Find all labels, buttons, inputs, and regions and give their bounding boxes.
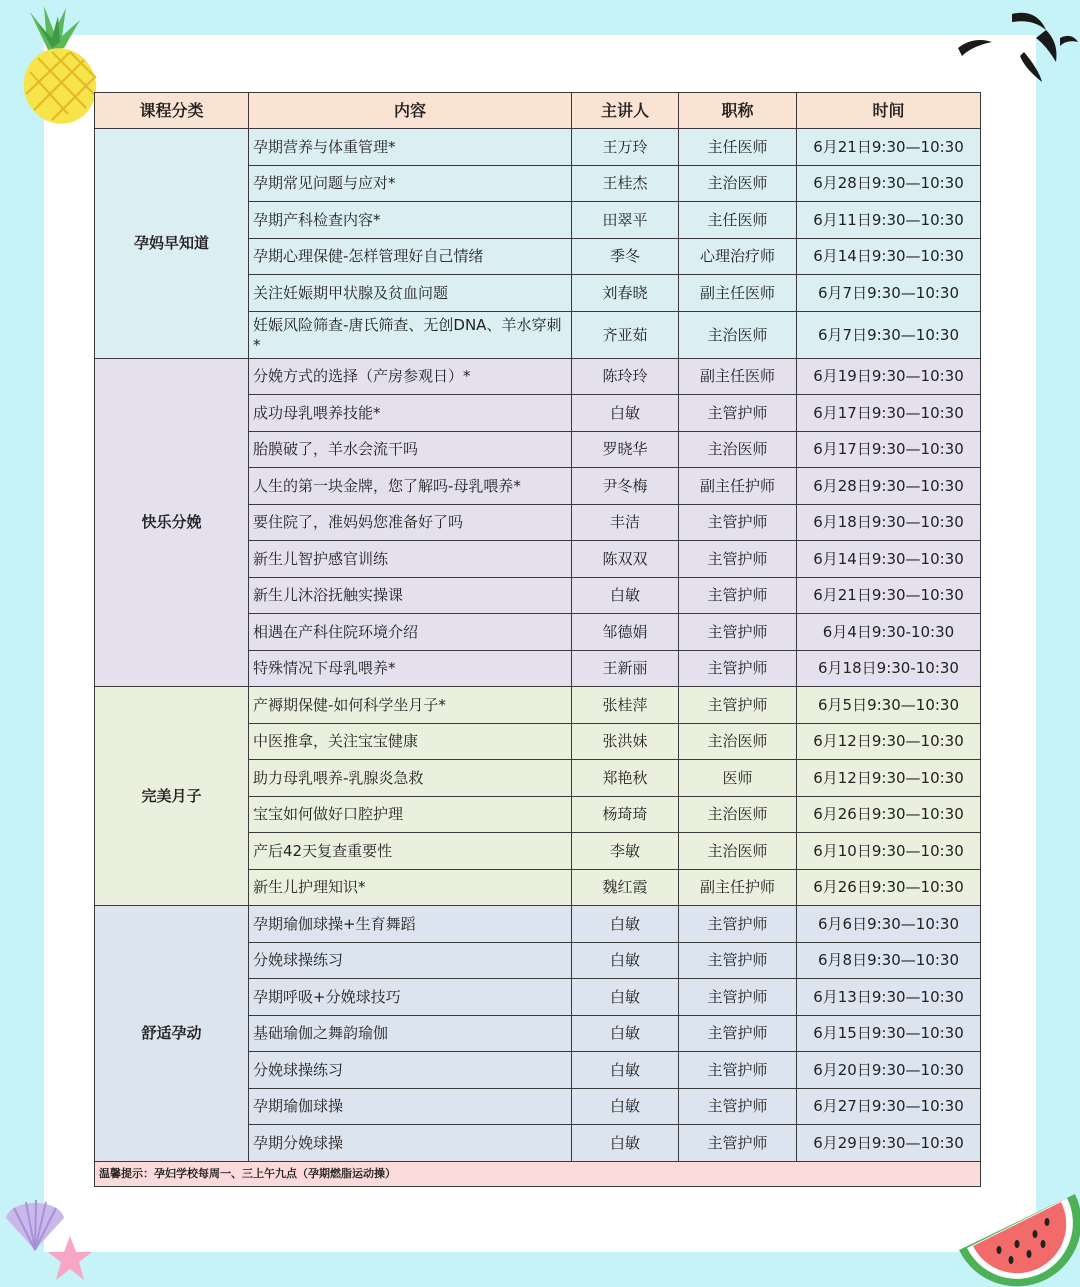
time-cell: 6月21日9:30—10:30	[797, 577, 981, 614]
header-title: 职称	[679, 93, 797, 129]
seagull-icon	[950, 8, 1080, 88]
time-cell: 6月4日9:30-10:30	[797, 614, 981, 651]
pineapple-icon	[8, 2, 98, 127]
time-cell: 6月6日9:30—10:30	[797, 906, 981, 943]
content-cell: 新生儿沐浴抚触实操课	[249, 577, 572, 614]
category-cell: 完美月子	[95, 687, 249, 906]
speaker-cell: 刘春晓	[572, 275, 679, 312]
speaker-cell: 罗晓华	[572, 431, 679, 468]
category-cell: 舒适孕动	[95, 906, 249, 1162]
time-cell: 6月10日9:30—10:30	[797, 833, 981, 870]
title-cell: 主任医师	[679, 129, 797, 166]
time-cell: 6月26日9:30—10:30	[797, 869, 981, 906]
speaker-cell: 白敏	[572, 1015, 679, 1052]
title-cell: 主管护师	[679, 906, 797, 943]
speaker-cell: 尹冬梅	[572, 468, 679, 505]
title-cell: 副主任医师	[679, 358, 797, 395]
speaker-cell: 陈双双	[572, 541, 679, 578]
table-row	[95, 129, 981, 166]
time-cell: 6月21日9:30—10:30	[797, 129, 981, 166]
title-cell: 主管护师	[679, 1015, 797, 1052]
content-cell: 新生儿智护感官训练	[249, 541, 572, 578]
title-cell: 副主任医师	[679, 275, 797, 312]
speaker-cell: 白敏	[572, 906, 679, 943]
speaker-cell: 白敏	[572, 395, 679, 432]
table-row	[95, 906, 981, 943]
time-cell: 6月13日9:30—10:30	[797, 979, 981, 1016]
header-speaker: 主讲人	[572, 93, 679, 129]
category-cell: 孕妈早知道	[95, 129, 249, 359]
title-cell: 主管护师	[679, 1125, 797, 1162]
time-cell: 6月7日9:30—10:30	[797, 311, 981, 358]
content-cell: 分娩球操练习	[249, 942, 572, 979]
content-cell: 助力母乳喂养-乳腺炎急救	[249, 760, 572, 797]
title-cell: 主治医师	[679, 833, 797, 870]
title-cell: 主治医师	[679, 723, 797, 760]
title-cell: 主管护师	[679, 1088, 797, 1125]
title-cell: 主管护师	[679, 687, 797, 724]
speaker-cell: 丰洁	[572, 504, 679, 541]
title-cell: 主管护师	[679, 942, 797, 979]
time-cell: 6月5日9:30—10:30	[797, 687, 981, 724]
content-cell: 特殊情况下母乳喂养*	[249, 650, 572, 687]
time-cell: 6月26日9:30—10:30	[797, 796, 981, 833]
content-cell: 人生的第一块金牌，您了解吗-母乳喂养*	[249, 468, 572, 505]
time-cell: 6月18日9:30—10:30	[797, 504, 981, 541]
time-cell: 6月12日9:30—10:30	[797, 760, 981, 797]
speaker-cell: 张桂萍	[572, 687, 679, 724]
title-cell: 主管护师	[679, 395, 797, 432]
content-cell: 新生儿护理知识*	[249, 869, 572, 906]
watermelon-icon	[955, 1188, 1080, 1287]
speaker-cell: 白敏	[572, 577, 679, 614]
title-cell: 心理治疗师	[679, 238, 797, 275]
speaker-cell: 王桂杰	[572, 165, 679, 202]
content-cell: 孕期营养与体重管理*	[249, 129, 572, 166]
time-cell: 6月17日9:30—10:30	[797, 431, 981, 468]
content-cell: 孕期呼吸+分娩球技巧	[249, 979, 572, 1016]
time-cell: 6月18日9:30-10:30	[797, 650, 981, 687]
content-cell: 孕期瑜伽球操	[249, 1088, 572, 1125]
table-row	[95, 687, 981, 724]
note-row	[95, 1161, 981, 1186]
time-cell: 6月28日9:30—10:30	[797, 165, 981, 202]
content-cell: 分娩方式的选择（产房参观日）*	[249, 358, 572, 395]
speaker-cell: 魏红霞	[572, 869, 679, 906]
header-category: 课程分类	[95, 93, 249, 129]
time-cell: 6月8日9:30—10:30	[797, 942, 981, 979]
content-cell: 成功母乳喂养技能*	[249, 395, 572, 432]
title-cell: 主管护师	[679, 504, 797, 541]
speaker-cell: 田翠平	[572, 202, 679, 239]
speaker-cell: 李敏	[572, 833, 679, 870]
title-cell: 主管护师	[679, 614, 797, 651]
speaker-cell: 齐亚茹	[572, 311, 679, 358]
title-cell: 主治医师	[679, 165, 797, 202]
content-cell: 分娩球操练习	[249, 1052, 572, 1089]
title-cell: 主管护师	[679, 979, 797, 1016]
course-schedule-table	[94, 92, 981, 1187]
table-row	[95, 358, 981, 395]
content-cell: 要住院了，准妈妈您准备好了吗	[249, 504, 572, 541]
time-cell: 6月15日9:30—10:30	[797, 1015, 981, 1052]
time-cell: 6月12日9:30—10:30	[797, 723, 981, 760]
time-cell: 6月11日9:30—10:30	[797, 202, 981, 239]
time-cell: 6月7日9:30—10:30	[797, 275, 981, 312]
time-cell: 6月17日9:30—10:30	[797, 395, 981, 432]
content-cell: 妊娠风险筛查-唐氏筛查、无创DNA、羊水穿刺*	[249, 311, 572, 358]
content-cell: 关注妊娠期甲状腺及贫血问题	[249, 275, 572, 312]
speaker-cell: 郑艳秋	[572, 760, 679, 797]
title-cell: 副主任护师	[679, 869, 797, 906]
content-cell: 相遇在产科住院环境介绍	[249, 614, 572, 651]
content-cell: 孕期心理保健-怎样管理好自己情绪	[249, 238, 572, 275]
content-cell: 孕期瑜伽球操+生育舞蹈	[249, 906, 572, 943]
content-cell: 产后42天复查重要性	[249, 833, 572, 870]
title-cell: 主管护师	[679, 1052, 797, 1089]
time-cell: 6月27日9:30—10:30	[797, 1088, 981, 1125]
speaker-cell: 王新丽	[572, 650, 679, 687]
header-time: 时间	[797, 93, 981, 129]
title-cell: 副主任护师	[679, 468, 797, 505]
speaker-cell: 白敏	[572, 979, 679, 1016]
time-cell: 6月28日9:30—10:30	[797, 468, 981, 505]
speaker-cell: 张洪妹	[572, 723, 679, 760]
time-cell: 6月19日9:30—10:30	[797, 358, 981, 395]
content-cell: 宝宝如何做好口腔护理	[249, 796, 572, 833]
header-row	[95, 93, 981, 129]
title-cell: 主治医师	[679, 796, 797, 833]
time-cell: 6月29日9:30—10:30	[797, 1125, 981, 1162]
category-cell: 快乐分娩	[95, 358, 249, 687]
content-cell: 中医推拿，关注宝宝健康	[249, 723, 572, 760]
speaker-cell: 白敏	[572, 1052, 679, 1089]
title-cell: 主治医师	[679, 431, 797, 468]
title-cell: 主管护师	[679, 541, 797, 578]
speaker-cell: 白敏	[572, 942, 679, 979]
time-cell: 6月14日9:30—10:30	[797, 541, 981, 578]
header-content: 内容	[249, 93, 572, 129]
title-cell: 医师	[679, 760, 797, 797]
speaker-cell: 邹德娟	[572, 614, 679, 651]
time-cell: 6月14日9:30—10:30	[797, 238, 981, 275]
title-cell: 主任医师	[679, 202, 797, 239]
note-text: 温馨提示：孕妇学校每周一、三上午九点（孕期燃脂运动操）	[95, 1161, 981, 1186]
starfish-icon	[46, 1234, 94, 1284]
time-cell: 6月20日9:30—10:30	[797, 1052, 981, 1089]
speaker-cell: 杨琦琦	[572, 796, 679, 833]
content-cell: 基础瑜伽之舞韵瑜伽	[249, 1015, 572, 1052]
content-cell: 胎膜破了，羊水会流干吗	[249, 431, 572, 468]
content-cell: 孕期产科检查内容*	[249, 202, 572, 239]
title-cell: 主管护师	[679, 577, 797, 614]
content-cell: 孕期分娩球操	[249, 1125, 572, 1162]
speaker-cell: 王万玲	[572, 129, 679, 166]
speaker-cell: 季冬	[572, 238, 679, 275]
content-cell: 产褥期保健-如何科学坐月子*	[249, 687, 572, 724]
content-cell: 孕期常见问题与应对*	[249, 165, 572, 202]
title-cell: 主管护师	[679, 650, 797, 687]
title-cell: 主治医师	[679, 311, 797, 358]
speaker-cell: 白敏	[572, 1125, 679, 1162]
speaker-cell: 白敏	[572, 1088, 679, 1125]
speaker-cell: 陈玲玲	[572, 358, 679, 395]
